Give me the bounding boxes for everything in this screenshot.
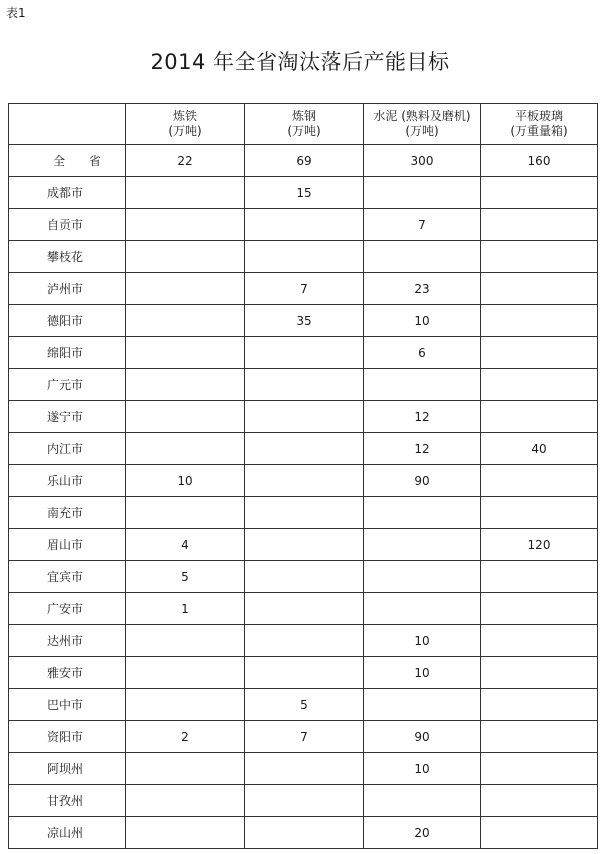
table-row: [9, 433, 598, 465]
table-row: [9, 721, 598, 753]
steel-cell: 35: [245, 305, 364, 337]
header-steel: [245, 104, 364, 145]
header-steel-unit: (万吨): [287, 124, 321, 138]
header-iron: [126, 104, 245, 145]
glass-cell: [481, 497, 598, 529]
table-row: [9, 817, 598, 849]
table-row: [9, 497, 598, 529]
steel-cell: [245, 529, 364, 561]
table-row: [9, 273, 598, 305]
region-cell: 资阳市: [9, 721, 126, 753]
steel-cell: [245, 433, 364, 465]
table-row: [9, 561, 598, 593]
glass-cell: [481, 209, 598, 241]
table-row: [9, 241, 598, 273]
cement-cell: 12: [364, 433, 481, 465]
region-cell: 宜宾市: [9, 561, 126, 593]
iron-cell: 1: [126, 593, 245, 625]
steel-cell: [245, 369, 364, 401]
steel-cell: [245, 593, 364, 625]
iron-cell: [126, 817, 245, 849]
cement-cell: [364, 241, 481, 273]
iron-cell: [126, 337, 245, 369]
steel-cell: [245, 241, 364, 273]
glass-cell: [481, 753, 598, 785]
region-cell: 内江市: [9, 433, 126, 465]
glass-cell: [481, 817, 598, 849]
steel-cell: [245, 625, 364, 657]
iron-cell: 10: [126, 465, 245, 497]
iron-cell: [126, 401, 245, 433]
region-cell: 眉山市: [9, 529, 126, 561]
region-cell: 甘孜州: [9, 785, 126, 817]
header-region: [9, 104, 126, 145]
iron-cell: [126, 625, 245, 657]
region-cell: 达州市: [9, 625, 126, 657]
region-cell: 乐山市: [9, 465, 126, 497]
header-iron-unit: (万吨): [168, 124, 202, 138]
table-row: [9, 305, 598, 337]
cement-cell: [364, 529, 481, 561]
table-row: [9, 177, 598, 209]
steel-cell: [245, 817, 364, 849]
region-cell: 广安市: [9, 593, 126, 625]
iron-cell: 2: [126, 721, 245, 753]
steel-cell: 69: [245, 145, 364, 177]
glass-cell: [481, 369, 598, 401]
glass-cell: [481, 273, 598, 305]
cement-cell: 90: [364, 721, 481, 753]
steel-cell: [245, 337, 364, 369]
iron-cell: [126, 305, 245, 337]
glass-cell: [481, 241, 598, 273]
glass-cell: [481, 305, 598, 337]
region-cell: 德阳市: [9, 305, 126, 337]
capacity-targets-table: [8, 103, 598, 849]
region-cell: 泸州市: [9, 273, 126, 305]
table-row: [9, 209, 598, 241]
iron-cell: [126, 209, 245, 241]
cement-cell: [364, 593, 481, 625]
header-glass-unit: (万重量箱): [510, 124, 568, 138]
region-cell: 南充市: [9, 497, 126, 529]
cement-cell: 90: [364, 465, 481, 497]
table-row: [9, 337, 598, 369]
table-row: [9, 593, 598, 625]
cement-cell: 10: [364, 625, 481, 657]
steel-cell: [245, 785, 364, 817]
steel-cell: 7: [245, 273, 364, 305]
steel-cell: [245, 465, 364, 497]
header-steel-label: 炼钢: [291, 109, 316, 123]
table-row: [9, 753, 598, 785]
table-row: [9, 657, 598, 689]
glass-cell: [481, 625, 598, 657]
iron-cell: 5: [126, 561, 245, 593]
region-cell: 广元市: [9, 369, 126, 401]
iron-cell: [126, 657, 245, 689]
iron-cell: 4: [126, 529, 245, 561]
steel-cell: 15: [245, 177, 364, 209]
iron-cell: [126, 689, 245, 721]
cement-cell: 23: [364, 273, 481, 305]
region-cell: 凉山州: [9, 817, 126, 849]
steel-cell: 7: [245, 721, 364, 753]
region-cell: 绵阳市: [9, 337, 126, 369]
page-title: 2014 年全省淘汰落后产能目标: [150, 50, 450, 74]
glass-cell: [481, 465, 598, 497]
region-cell: 成都市: [9, 177, 126, 209]
iron-cell: [126, 177, 245, 209]
iron-cell: [126, 497, 245, 529]
cement-cell: [364, 177, 481, 209]
glass-cell: 160: [481, 145, 598, 177]
glass-cell: 120: [481, 529, 598, 561]
glass-cell: [481, 561, 598, 593]
header-row: [9, 104, 598, 145]
cement-cell: 300: [364, 145, 481, 177]
header-glass: [481, 104, 598, 145]
table-row: [9, 529, 598, 561]
steel-cell: 5: [245, 689, 364, 721]
glass-cell: [481, 337, 598, 369]
glass-cell: [481, 689, 598, 721]
steel-cell: [245, 497, 364, 529]
cement-cell: [364, 561, 481, 593]
header-cement: [364, 104, 481, 145]
table-row: [9, 401, 598, 433]
table-label: 表1: [6, 6, 26, 20]
region-cell: 巴中市: [9, 689, 126, 721]
cement-cell: [364, 785, 481, 817]
cement-cell: [364, 689, 481, 721]
glass-cell: [481, 785, 598, 817]
region-cell: 阿坝州: [9, 753, 126, 785]
iron-cell: [126, 753, 245, 785]
iron-cell: 22: [126, 145, 245, 177]
steel-cell: [245, 209, 364, 241]
iron-cell: [126, 785, 245, 817]
header-iron-label: 炼铁: [172, 109, 197, 123]
header-glass-label: 平板玻璃: [514, 109, 563, 123]
glass-cell: [481, 721, 598, 753]
table-row: [9, 369, 598, 401]
iron-cell: [126, 369, 245, 401]
cement-cell: 6: [364, 337, 481, 369]
region-cell: 自贡市: [9, 209, 126, 241]
table-row: [9, 625, 598, 657]
cement-cell: 20: [364, 817, 481, 849]
table-row: [9, 689, 598, 721]
region-cell: 全 省: [9, 145, 126, 177]
table-row: [9, 145, 598, 177]
steel-cell: [245, 561, 364, 593]
glass-cell: [481, 657, 598, 689]
region-cell: 雅安市: [9, 657, 126, 689]
glass-cell: [481, 177, 598, 209]
cement-cell: 10: [364, 657, 481, 689]
table-row: [9, 785, 598, 817]
region-cell: 攀枝花: [9, 241, 126, 273]
steel-cell: [245, 657, 364, 689]
glass-cell: [481, 401, 598, 433]
cement-cell: 7: [364, 209, 481, 241]
cement-cell: 12: [364, 401, 481, 433]
steel-cell: [245, 753, 364, 785]
header-cement-unit: (万吨): [405, 124, 439, 138]
table-row: [9, 465, 598, 497]
glass-cell: [481, 593, 598, 625]
glass-cell: 40: [481, 433, 598, 465]
region-cell: 遂宁市: [9, 401, 126, 433]
iron-cell: [126, 273, 245, 305]
iron-cell: [126, 241, 245, 273]
cement-cell: [364, 369, 481, 401]
header-cement-label: 水泥 (熟料及磨机): [373, 109, 471, 123]
iron-cell: [126, 433, 245, 465]
steel-cell: [245, 401, 364, 433]
cement-cell: 10: [364, 305, 481, 337]
cement-cell: 10: [364, 753, 481, 785]
cement-cell: [364, 497, 481, 529]
